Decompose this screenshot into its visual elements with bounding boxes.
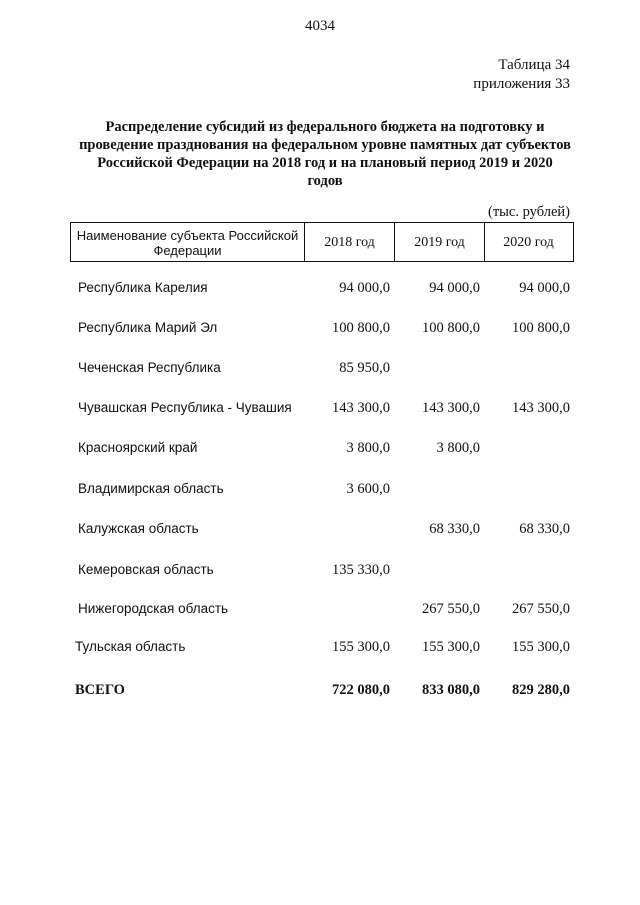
value-2019: 94 000,0 — [429, 280, 480, 296]
region-name: Нижегородская область — [78, 601, 229, 616]
value-2018: 85 950,0 — [339, 360, 390, 376]
header-year-2019: 2019 год — [395, 223, 485, 261]
value-2020: 143 300,0 — [512, 400, 570, 416]
value-2018: 3 800,0 — [346, 440, 390, 456]
total-2020: 829 280,0 — [512, 682, 570, 698]
region-name: Калужская область — [78, 521, 199, 536]
total-2019: 833 080,0 — [422, 682, 480, 698]
value-2018: 3 600,0 — [346, 481, 390, 497]
table-row — [0, 320, 640, 340]
table-row — [0, 440, 640, 460]
table-header — [70, 222, 574, 262]
header-year-2020: 2020 год — [503, 234, 554, 250]
total-row — [0, 682, 640, 702]
table-row — [0, 562, 640, 582]
table-row — [0, 639, 640, 659]
header-year-2018: 2018 год — [305, 223, 395, 261]
value-2018: 155 300,0 — [332, 639, 390, 655]
total-label: ВСЕГО — [75, 682, 125, 698]
value-2018: 135 330,0 — [332, 562, 390, 578]
header-name-column: Наименование субъекта Российской Федерации — [71, 223, 305, 261]
table-row — [0, 481, 640, 501]
table-row — [0, 280, 640, 300]
region-name: Республика Карелия — [78, 280, 208, 295]
total-2018: 722 080,0 — [332, 682, 390, 698]
value-2020: 68 330,0 — [519, 521, 570, 537]
appendix-reference: приложения 33 — [473, 76, 570, 92]
value-2020: 100 800,0 — [512, 320, 570, 336]
value-2018: 100 800,0 — [332, 320, 390, 336]
region-name: Тульская область — [75, 639, 186, 654]
region-name: Красноярский край — [78, 440, 198, 455]
value-2020: 94 000,0 — [519, 280, 570, 296]
value-2019: 267 550,0 — [422, 601, 480, 617]
table-row — [0, 601, 640, 621]
value-2019: 143 300,0 — [422, 400, 480, 416]
value-2019: 155 300,0 — [422, 639, 480, 655]
value-2019: 100 800,0 — [422, 320, 480, 336]
value-2018: 94 000,0 — [339, 280, 390, 296]
value-2020: 267 550,0 — [512, 601, 570, 617]
region-name: Владимирская область — [78, 481, 224, 496]
units-label: (тыс. рублей) — [488, 204, 570, 220]
table-row — [0, 360, 640, 380]
region-name: Республика Марий Эл — [78, 320, 218, 335]
table-row — [0, 400, 640, 420]
region-name: Чувашская Республика - Чувашия — [78, 400, 292, 415]
value-2019: 68 330,0 — [429, 521, 480, 537]
value-2020: 155 300,0 — [512, 639, 570, 655]
document-title: Распределение субсидий из федерального бюджета на подготовку и проведение празднования на федеральном уровне памятных дат субъектов Российской Федерации на 2018 год и на плановый период 2019 и 2020 годов — [79, 119, 571, 189]
value-2019: 3 800,0 — [436, 440, 480, 456]
value-2018: 143 300,0 — [332, 400, 390, 416]
page-number: 4034 — [305, 18, 335, 34]
table-row — [0, 521, 640, 541]
region-name: Кемеровская область — [78, 562, 214, 577]
table-reference: Таблица 34 — [498, 57, 570, 73]
region-name: Чеченская Республика — [78, 360, 221, 375]
